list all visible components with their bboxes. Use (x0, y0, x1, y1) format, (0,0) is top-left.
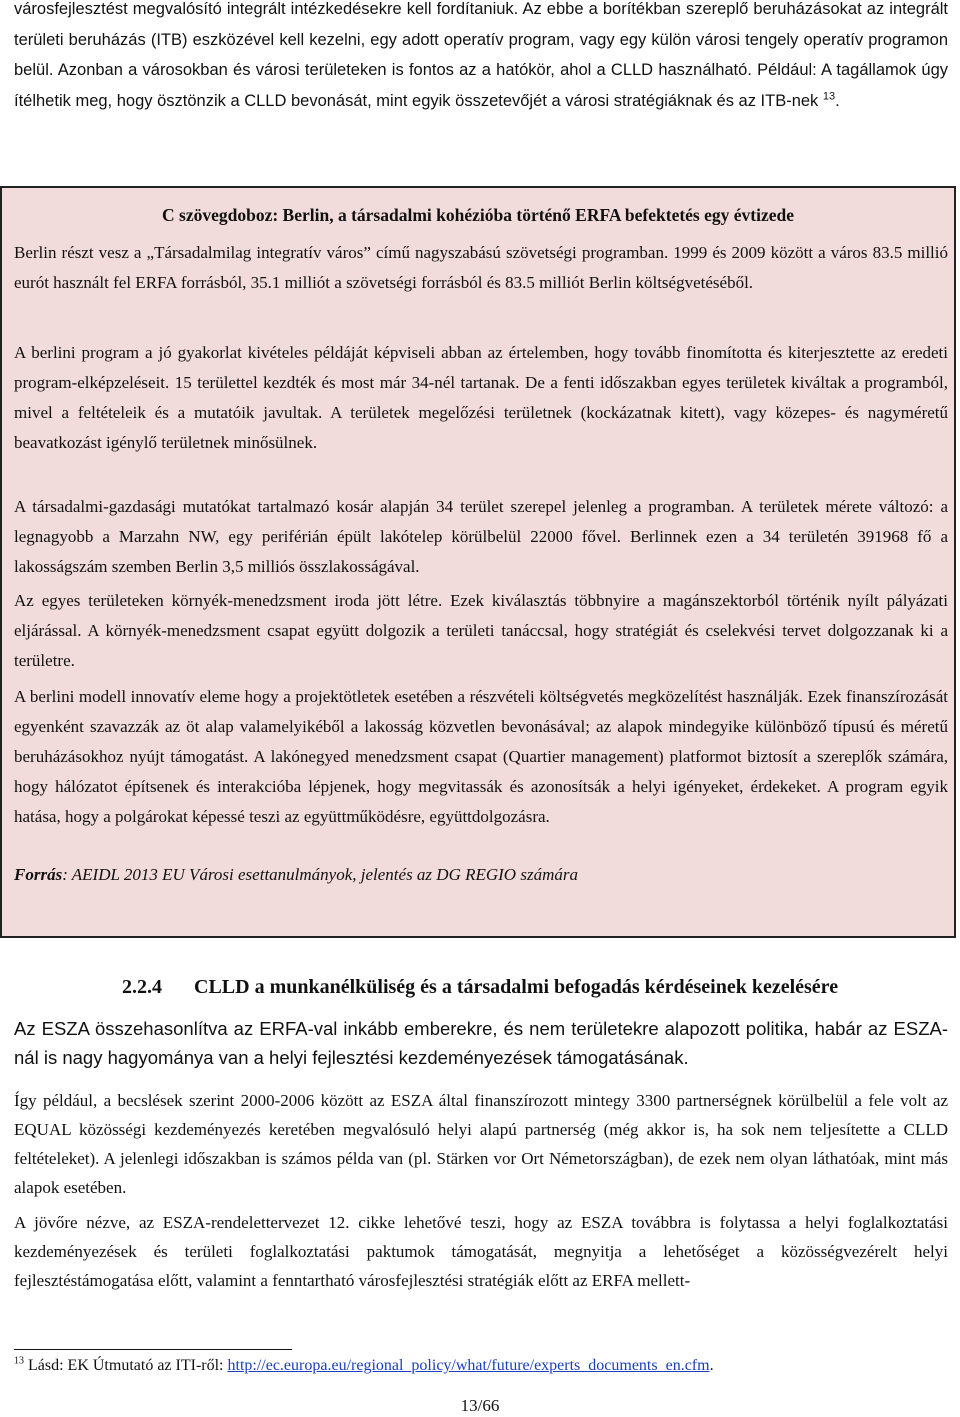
source-label: Forrás (14, 865, 63, 884)
page-number: 13/66 (460, 1396, 500, 1415)
box-paragraph-4: Az egyes területeken környék-menedzsment iroda jött létre. Ezek kiválasztás többnyire a magánszektorból történik nyílt pályázati eljárással. A környék-menedzsment csapat együtt dolgozik a területi tanáccsal, hogy stratégiát és cselekvési tervet dolgozzanak ki a területre. (14, 591, 948, 670)
footnote-divider (14, 1349, 292, 1350)
box-paragraph-3: A társadalmi-gazdasági mutatókat tartalmazó kosár alapján 34 terület szerepel jelenleg a programban. A területek mérete változó: a legnagyobb a Marzahn NW, egy periférián épült lakótelep körülbelül 22000 fővel. Berlinnek ezen a 34 területén 391968 fő a lakosságszám szemben Berlin 3,5 milliós összlakosságával. (14, 497, 948, 576)
intro-end: . (835, 91, 840, 110)
section-title: CLLD a munkanélküliség és a társadalmi befogadás kérdéseinek kezelésére (194, 976, 839, 998)
source-text: : AEIDL 2013 EU Városi esettanulmányok, jelentés az DG REGIO számára (62, 865, 578, 884)
box-paragraph-5: A berlini modell innovatív eleme hogy a projektötletek esetében a részvételi költségvetés megközelítést használják. Ezek finanszírozását egyenként szavazzák az öt alap valamelyikéből a lakosság közvetlen bevonásával; az alapok mindegyike különböző típusú és méretű beruházásokhoz nyújt támogatást. A lakónegyed menedzsment csapat (Quartier management) platformot biztosít a szereplők számára, hogy hálózatot építsenek és interakcióba lépjenek, hogy megvitassák és azonosítsák a helyi igényeket, érdekeket. A program egyik hatása, hogy a polgárokat képessé teszi az együttműködésre, együttdolgozásra. (14, 687, 948, 826)
text-box-c (0, 186, 956, 938)
intro-text: városfejlesztést megvalósító integrált intézkedésekre kell fordítaniuk. Az ebbe a borítékban szereplő beruházásokat az integrált területi beruházás (ITB) eszközével kell kezelni, egy adott operatív program, vagy egy külön városi tengely operatív programon belül. Azonban a városokban és városi területeken is fontos az a hatókör, ahol a CLLD használható. Például: A tagállamok úgy ítélhetik meg, hogy ösztönzik a CLLD bevonását, mint egyik összetevőjét a városi stratégiáknak és az ITB-nek (14, 0, 948, 110)
text-box-title: C szövegdoboz: Berlin, a társadalmi kohézióba történő ERFA befektetés egy évtizede (162, 205, 794, 225)
section-heading (122, 972, 838, 1002)
body-paragraph-1: Az ESZA összehasonlítva az ERFA-val inkább emberekre, és nem területekre alapozott politika, habár az ESZA-nál is nagy hagyománya van a helyi fejlesztési kezdeményezések támogatásának. (14, 1018, 948, 1068)
body-paragraph-3: A jövőre nézve, az ESZA-rendelettervezet 12. cikke lehetővé teszi, hogy az ESZA továbbra is folytassa a helyi foglalkoztatási kezdeményezések és területi foglalkoztatási paktumok támogatását, megnyitja a lehetőséget a közösségvezérelt helyi fejlesztéstámogatása előtt, valamint a fenntartható városfejlesztési stratégiák előtt az ERFA mellett- (14, 1213, 948, 1290)
footnote-number: 13 (14, 1355, 24, 1367)
footnote-link[interactable]: http://ec.europa.eu/regional_policy/what/future/experts_documents_en.cfm (227, 1357, 710, 1374)
section-number: 2.2.4 (122, 976, 162, 998)
body-paragraph-2: Így például, a becslések szerint 2000-2006 között az ESZA által finanszírozott mintegy 3300 partnerségnek körülbelül a fele volt az EQUAL közösségi kezdeményezés keretében megvalósuló helyi alapú partnerség (még akkor is, ha sok nem teljesítette a CLLD feltételeket). A jelenlegi időszakban is számos példa van (pl. Stärken vor Ort Németországban), de ezek nem olyan láthatóak, mint más alapok esetében. (14, 1091, 948, 1197)
footnote-reference[interactable]: 13 (822, 90, 836, 102)
intro-paragraph (14, 0, 948, 116)
footnote-end: . (709, 1357, 714, 1374)
footnote (14, 1354, 714, 1378)
box-paragraph-1: Berlin részt vesz a „Társadalmilag integratív város” című nagyszabású szövetségi programban. 1999 és 2009 között a város 83.5 millió eurót használt fel ERFA forrásból, 35.1 milliót a szövetségi forrásból és 83.5 milliót Berlin költségvetéséből. (14, 243, 948, 292)
box-source (14, 860, 948, 890)
footnote-text: Lásd: EK Útmutató az ITI-ről: (24, 1357, 228, 1374)
box-paragraph-2: A berlini program a jó gyakorlat kivételes példáját képviseli abban az értelemben, hogy tovább finomította és kiterjesztette az eredeti program-elképzeléseit. 15 területtel kezdték és most már 34-nél tartanak. De a fenti időszakban egyes területek kiváltak a programból, mivel a feltételeik és a mutatóik javultak. A területek megelőzési területnek (kockázatnak kitett), vagy közepes- és nagyméretű beavatkozást igénylő területnek minősülnek. (14, 343, 948, 452)
